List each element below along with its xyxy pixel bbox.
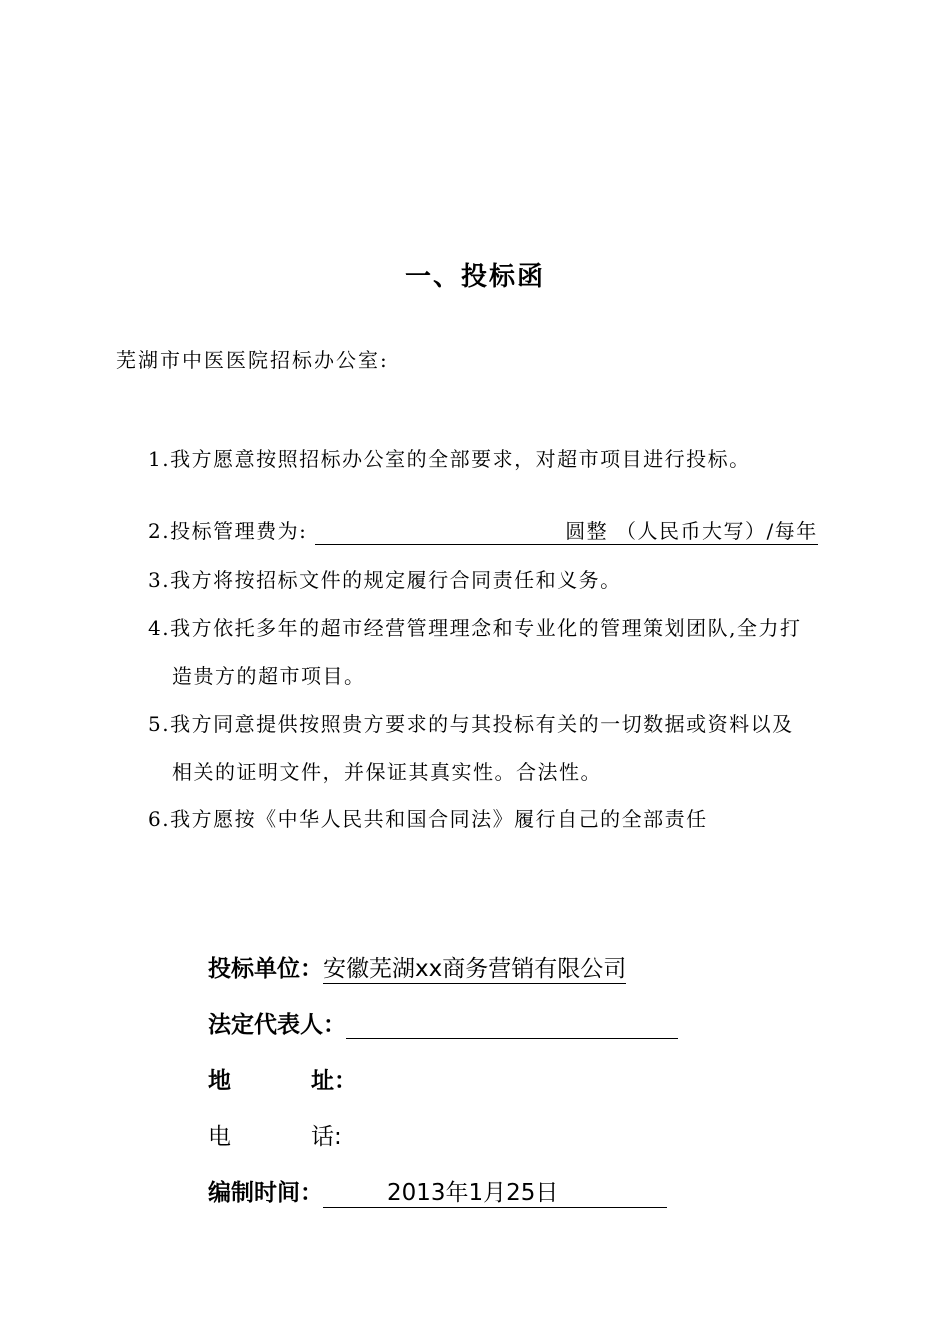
- date-row: [208, 1174, 667, 1208]
- date-value: 2013年1月25日: [387, 1180, 559, 1206]
- date-label: 编制时间：: [208, 1180, 323, 1206]
- item-4-continuation: 造贵方的超市项目。: [172, 664, 366, 688]
- item-2-prefix: 2.投标管理费为:: [148, 519, 308, 543]
- addressee: 芜湖市中医医院招标办公室:: [116, 348, 389, 372]
- date-field: [323, 1179, 667, 1208]
- address-label-char1: 地: [208, 1068, 231, 1094]
- item-1: 1.我方愿意按照招标办公室的全部要求，对超市项目进行投标。: [148, 447, 751, 471]
- bidder-unit-label: 投标单位：: [208, 956, 323, 982]
- item-2: [148, 515, 818, 545]
- item-4: 4.我方依托多年的超市经营管理理念和专业化的管理策划团队,全力打: [148, 616, 802, 640]
- bidder-unit-value: 安徽芜湖xx商务营销有限公司: [323, 956, 627, 982]
- item-3: 3.我方将按招标文件的规定履行合同责任和义务。: [148, 568, 622, 592]
- address-row: [208, 1062, 357, 1095]
- phone-row: [208, 1118, 342, 1151]
- item-5-continuation: 相关的证明文件，并保证其真实性。合法性。: [172, 760, 602, 784]
- item-6: 6.我方愿按《中华人民共和国合同法》履行自己的全部责任: [148, 807, 708, 831]
- legal-rep-blank: [346, 1014, 678, 1039]
- phone-label-char2: 话:: [311, 1124, 342, 1150]
- fee-blank: [315, 518, 818, 545]
- page-title: 一、投标函: [404, 262, 545, 292]
- item-5: 5.我方同意提供按照贵方要求的与其投标有关的一切数据或资料以及: [148, 712, 794, 736]
- phone-label-char1: 电: [208, 1124, 231, 1150]
- bidder-unit-row: [208, 950, 626, 984]
- address-label-char2: 址：: [311, 1068, 357, 1094]
- legal-rep-row: [208, 1006, 678, 1039]
- fee-suffix: 圆整 （人民币大写）/每年: [565, 519, 818, 543]
- legal-rep-label: 法定代表人：: [208, 1012, 346, 1038]
